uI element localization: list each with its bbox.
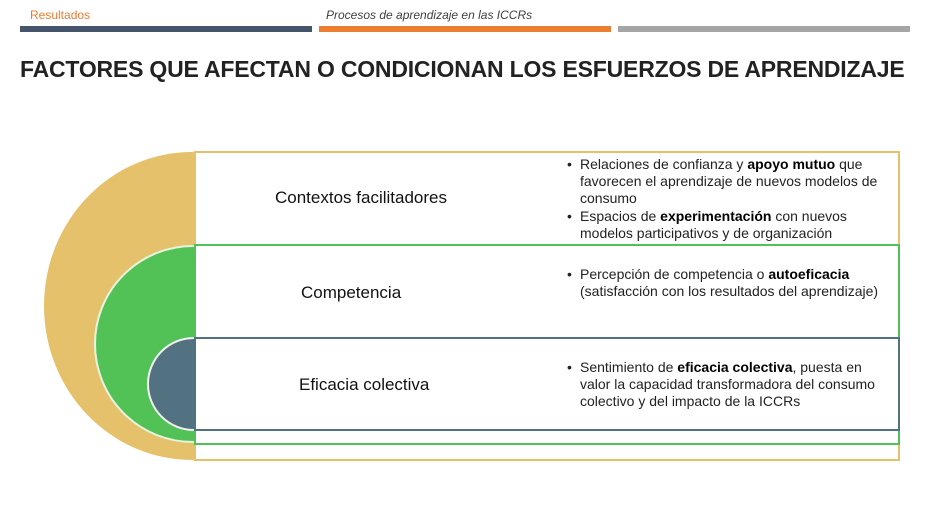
bullet-item: • Percepción de competencia o autoeficacia (satisfacción con los resultados del aprendizaje) <box>567 266 887 300</box>
page-title: FACTORES QUE AFECTAN O CONDICIONAN LOS ESFUERZOS DE APRENDIZAJE <box>20 56 905 82</box>
factor-competencia-title: Competencia <box>301 283 402 302</box>
tab-resultados[interactable]: Resultados <box>30 8 91 22</box>
factor-eficacia-title: Eficacia colectiva <box>299 375 430 394</box>
factor-eficacia-panel <box>194 337 900 431</box>
bullet-item: • Relaciones de confianza y apoyo mutuo que favorecen el aprendizaje de nuevos modelos de consumo <box>567 156 887 207</box>
factor-eficacia-bullets <box>567 359 887 411</box>
tab-bar-procesos-aprendizaje <box>319 26 611 32</box>
tab-bar-resultados <box>20 26 312 32</box>
bullet-item: • Espacios de experimentación con nuevos modelos participativos y de organización <box>567 208 887 242</box>
tab-bar-blank <box>618 26 910 32</box>
tab-procesos-aprendizaje[interactable]: Procesos de aprendizaje en las ICCRs <box>326 8 533 22</box>
factor-competencia-bullets <box>567 266 887 301</box>
bullet-item: • Sentimiento de eficacia colectiva, puesta en valor la capacidad transformadora del consumo colectivo y del impacto de la ICCRs <box>567 359 887 410</box>
factor-contextos-title: Contextos facilitadores <box>275 188 447 207</box>
factor-contextos-bullets <box>567 156 887 243</box>
